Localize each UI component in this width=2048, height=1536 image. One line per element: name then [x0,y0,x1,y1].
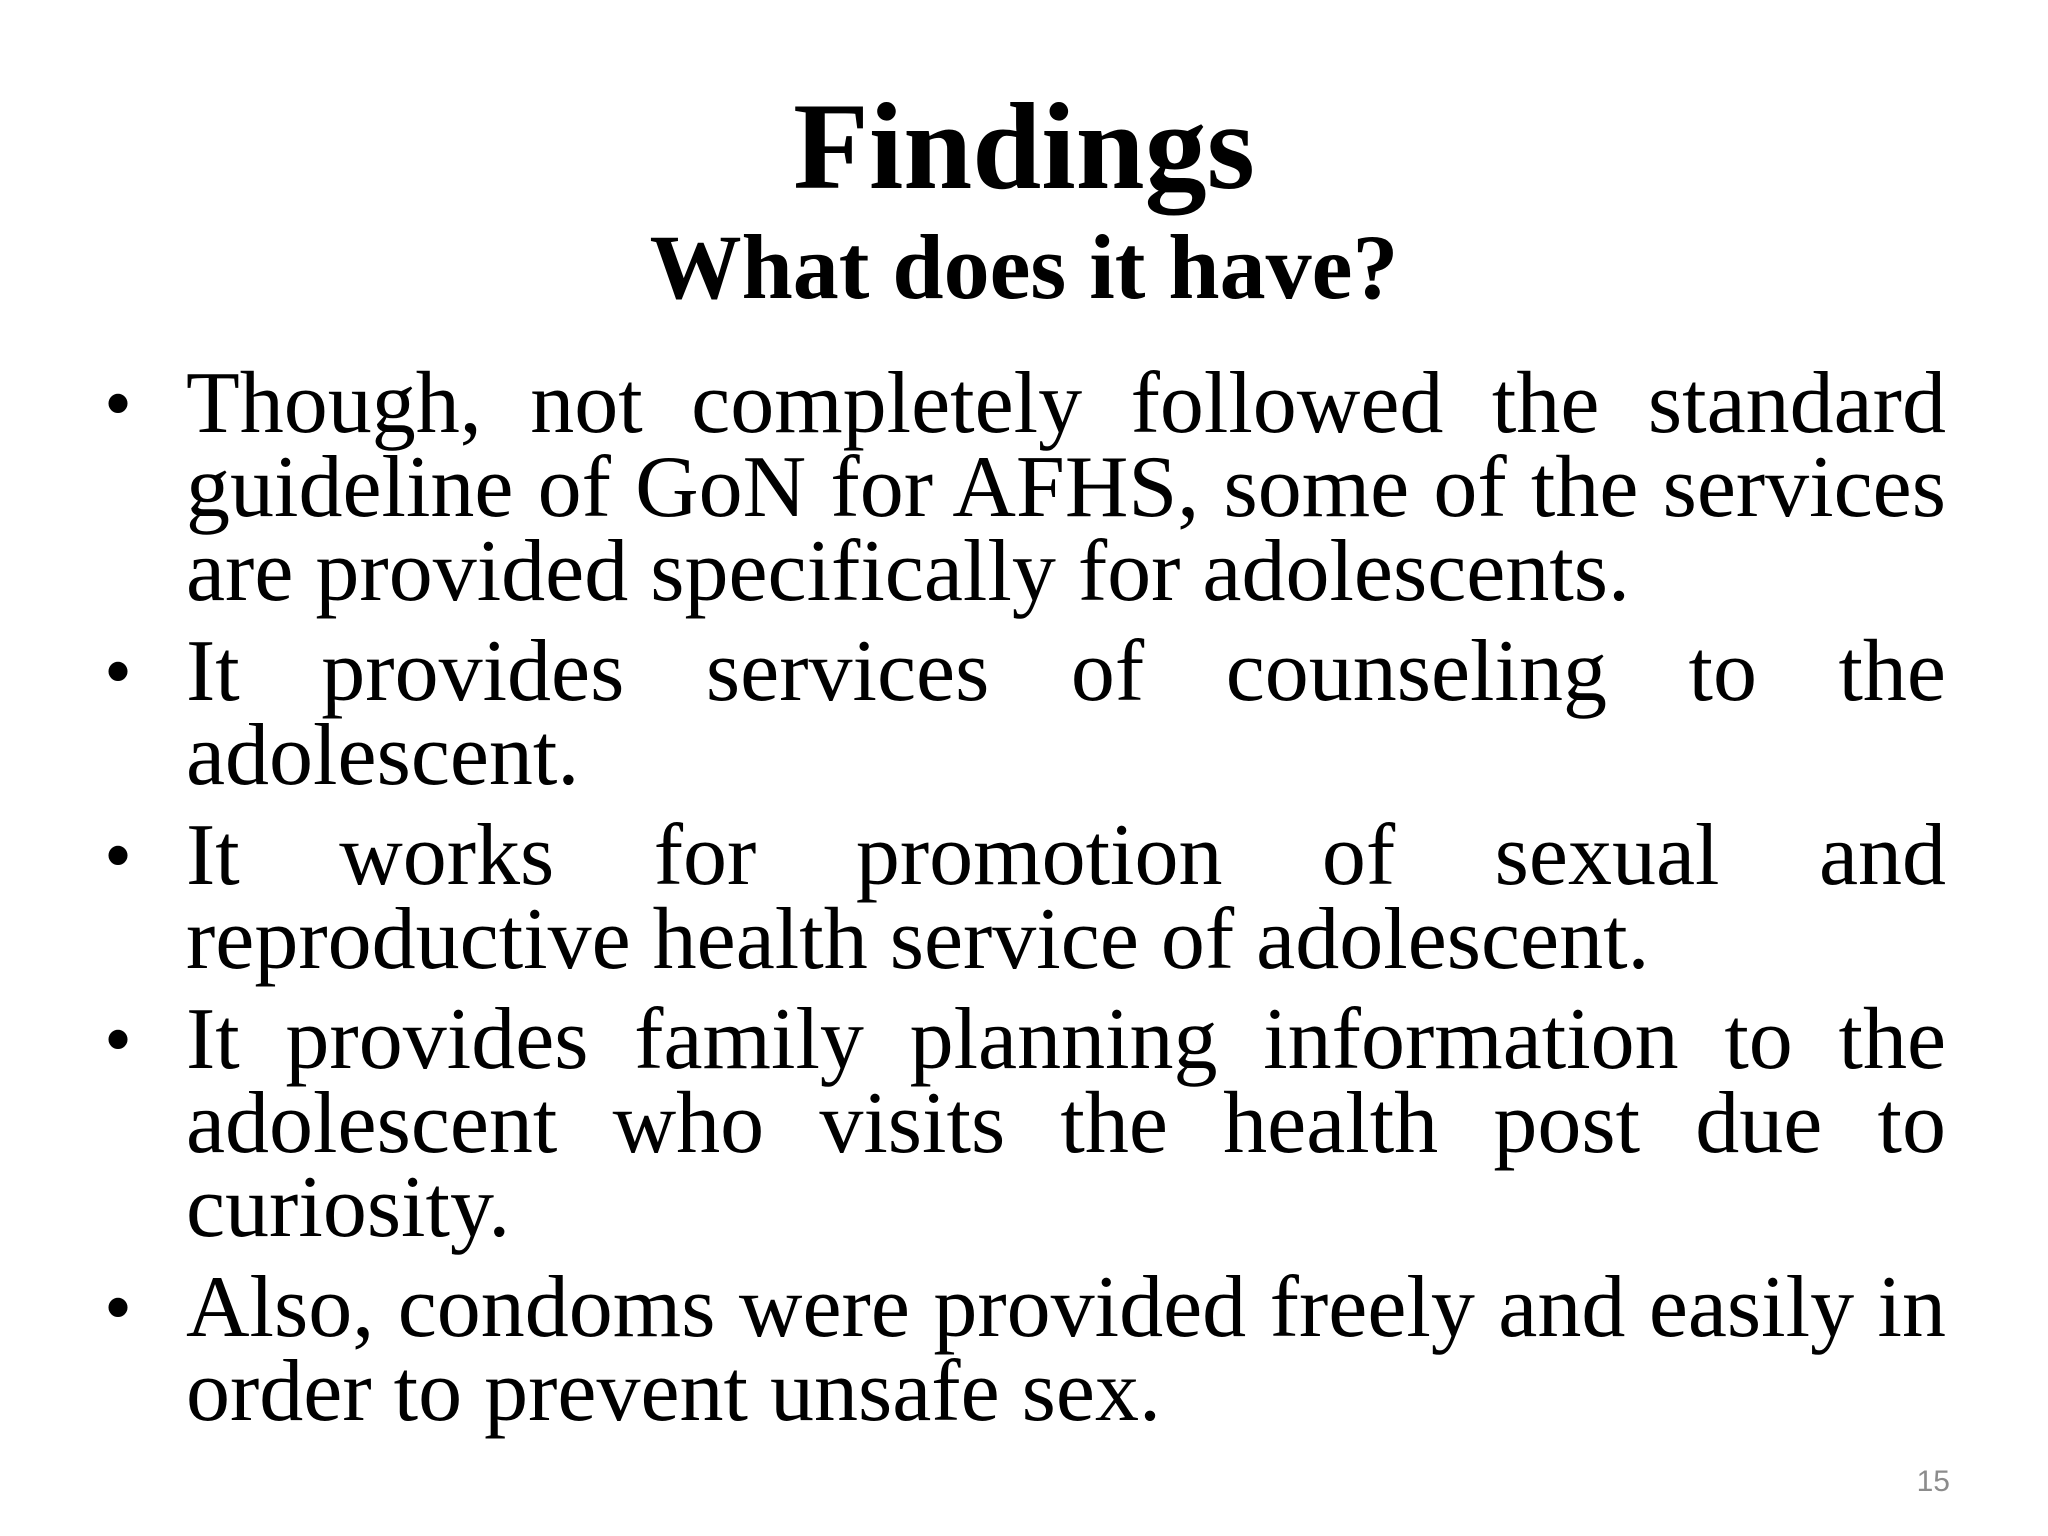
bullet-icon: • [104,1264,133,1352]
bullet-icon: • [104,360,133,448]
bullet-item [104,355,1946,620]
bullet-item [104,991,1946,1256]
bullet-icon: • [104,812,133,900]
bullet-item [104,623,1946,804]
bullet-icon: • [104,996,133,1084]
page-number: 15 [1916,1465,1950,1498]
bullet-item [104,1259,1946,1440]
bullet-text: It works for promotion of sexual and reproductive health service of adolescent. [186,807,1946,988]
bullet-text: Also, condoms were provided freely and easily in order to prevent unsafe sex. [186,1259,1946,1440]
slide-subtitle: What does it have? [649,216,1399,318]
bullet-icon: • [104,628,133,716]
bullet-item [104,807,1946,988]
bullet-text: Though, not completely followed the standard guideline of GoN for AFHS, some of the services are provided specifically for adolescents. [186,355,1946,620]
bullet-text: It provides services of counseling to the adolescent. [186,623,1946,804]
bullet-text: It provides family planning information to the adolescent who visits the health post due to curiosity. [186,991,1946,1256]
slide-title: Findings [793,78,1255,215]
bullet-list [0,355,2048,1450]
